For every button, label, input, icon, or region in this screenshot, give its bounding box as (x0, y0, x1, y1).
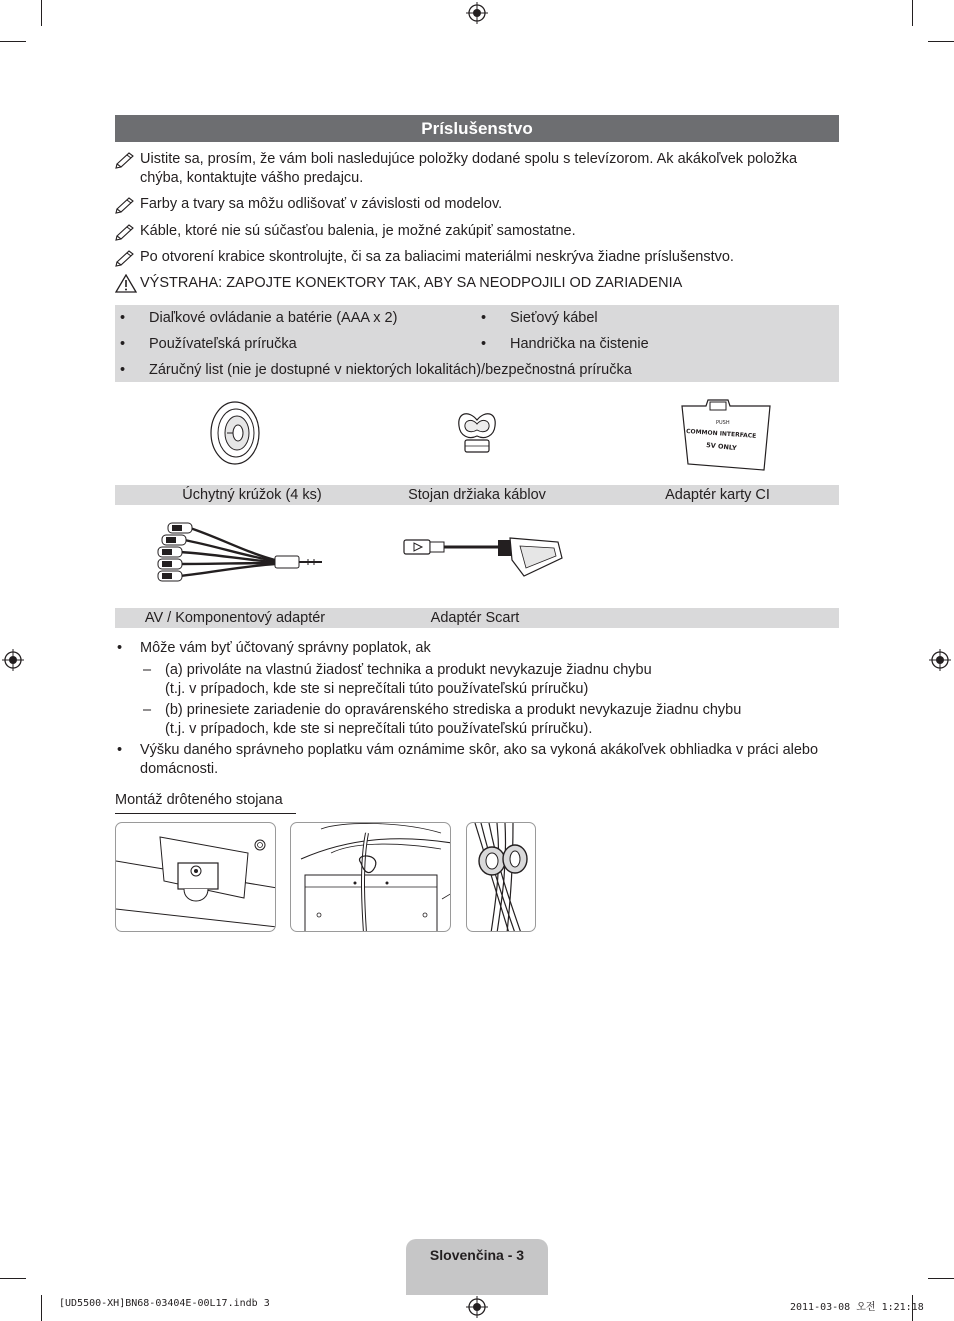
assembly-figure-2 (290, 822, 451, 932)
figure-caption: Stojan držiaka káblov (408, 487, 546, 503)
fee-case-a: (a) privoláte na vlastnú žiadosť technika a produkt nevykazuje žiadnu chybu (165, 662, 652, 678)
pencil-note-icon (115, 195, 137, 214)
list-item-label: Sieťový kábel (510, 310, 598, 326)
pencil-note-icon (115, 150, 137, 169)
list-item-label: Handrička na čistenie (510, 336, 649, 352)
dash: – (143, 702, 152, 718)
section-title: Príslušenstvo (115, 115, 839, 142)
print-slug: 2011-03-08 오전 1:21:18 (790, 1302, 924, 1313)
bullet: • (120, 336, 126, 352)
crop-mark (912, 0, 913, 26)
cable-holder-stand-image (455, 406, 499, 458)
caption-bar (115, 485, 839, 505)
bullet: • (117, 742, 123, 758)
bullet: • (481, 336, 487, 352)
bullet: • (120, 362, 126, 378)
warning-triangle-icon (115, 274, 137, 293)
bullet: • (481, 310, 487, 326)
assembly-figure-3 (466, 822, 536, 932)
figure-caption: Adaptér karty CI (665, 487, 770, 503)
registration-mark-icon (929, 649, 951, 671)
assembly-heading: Montáž drôteného stojana (115, 791, 296, 814)
note-text: Farby a tvary sa môžu odlišovať v závislosti od modelov. (140, 196, 503, 212)
registration-mark-icon (2, 649, 24, 671)
list-item-label: Diaľkové ovládanie a batérie (AAA x 2) (149, 310, 398, 326)
pencil-note-icon (115, 248, 137, 267)
note-text: Káble, ktoré nie sú súčasťou balenia, je možné zakúpiť samostatne. (140, 223, 576, 239)
av-component-adapter-image (150, 518, 330, 598)
crop-mark (928, 1278, 954, 1279)
ci-card-adapter-image (670, 398, 780, 472)
crop-mark (41, 0, 42, 26)
fee-case-a-note: (t.j. v prípadoch, kde ste si neprečítali túto používateľskú príručku) (165, 681, 589, 697)
crop-mark (928, 41, 954, 42)
scart-adapter-image (400, 528, 565, 584)
dash: – (143, 662, 152, 678)
bullet: • (117, 640, 123, 656)
figure-caption: AV / Komponentový adaptér (144, 610, 326, 626)
ci-card-label: PUSH (716, 420, 730, 426)
fee-case-b: (b) prinesiete zariadenie do opravárenského strediska a produkt nevykazuje žiadnu chybu (165, 702, 742, 718)
note-item (115, 195, 839, 214)
bullet: • (120, 310, 126, 326)
fee-bullet-text: domácnosti. (140, 761, 219, 777)
assembly-figure-1 (115, 822, 276, 932)
registration-mark-icon (466, 2, 488, 24)
holder-ring-image (205, 398, 265, 468)
pencil-note-icon (115, 222, 137, 241)
fee-bullet-text: Môže vám byť účtovaný správny poplatok, ak (140, 640, 431, 656)
ci-card-label: 5V ONLY (705, 441, 738, 453)
registration-mark-icon (466, 1296, 488, 1318)
note-item (115, 222, 839, 241)
warning-text: VÝSTRAHA: ZAPOJTE KONEKTORY TAK, ABY SA NEODPOJILI OD ZARIADENIA (140, 275, 683, 291)
note-text: Po otvorení krabice skontrolujte, či sa za baliacimi materiálmi neskrýva žiadne príslušenstvo. (140, 249, 734, 265)
print-slug: [UD5500-XH]BN68-03404E-00L17.indb 3 (59, 1298, 270, 1309)
stand-mount-image (116, 823, 276, 932)
page-number-tab: Slovenčina - 3 (406, 1239, 548, 1295)
note-item (115, 248, 839, 267)
crop-mark (41, 1295, 42, 1321)
note-text: Uistite sa, prosím, že vám boli nasledujúce položky dodané spolu s televízorom. Ak akákoľvek položka chýba, kontaktujte vášho predajcu. (140, 151, 798, 186)
list-item-label: Používateľská príručka (149, 336, 297, 352)
warning-item (115, 274, 839, 293)
figure-caption: Úchytný krúžok (4 ks) (182, 487, 322, 503)
list-item-label: Záručný list (nie je dostupné v niektorých lokalitách)/bezpečnostná príručka (149, 362, 632, 378)
crop-mark (0, 41, 26, 42)
cable-bundle-closeup-image (467, 823, 536, 932)
ci-card-label: COMMON INTERFACE (685, 428, 757, 440)
accessories-list (115, 305, 839, 382)
figure-caption: Adaptér Scart (430, 610, 520, 626)
cable-routing-image (291, 823, 451, 932)
note-item (115, 150, 839, 188)
caption-bar (115, 608, 839, 628)
fee-bullet-text: Výšku daného správneho poplatku vám oznámime skôr, ako sa vykoná akákoľvek obhliadka v práci alebo (140, 742, 819, 758)
crop-mark (0, 1278, 26, 1279)
fee-case-b-note: (t.j. v prípadoch, kde ste si neprečítali túto používateľskú príručku). (165, 721, 593, 737)
